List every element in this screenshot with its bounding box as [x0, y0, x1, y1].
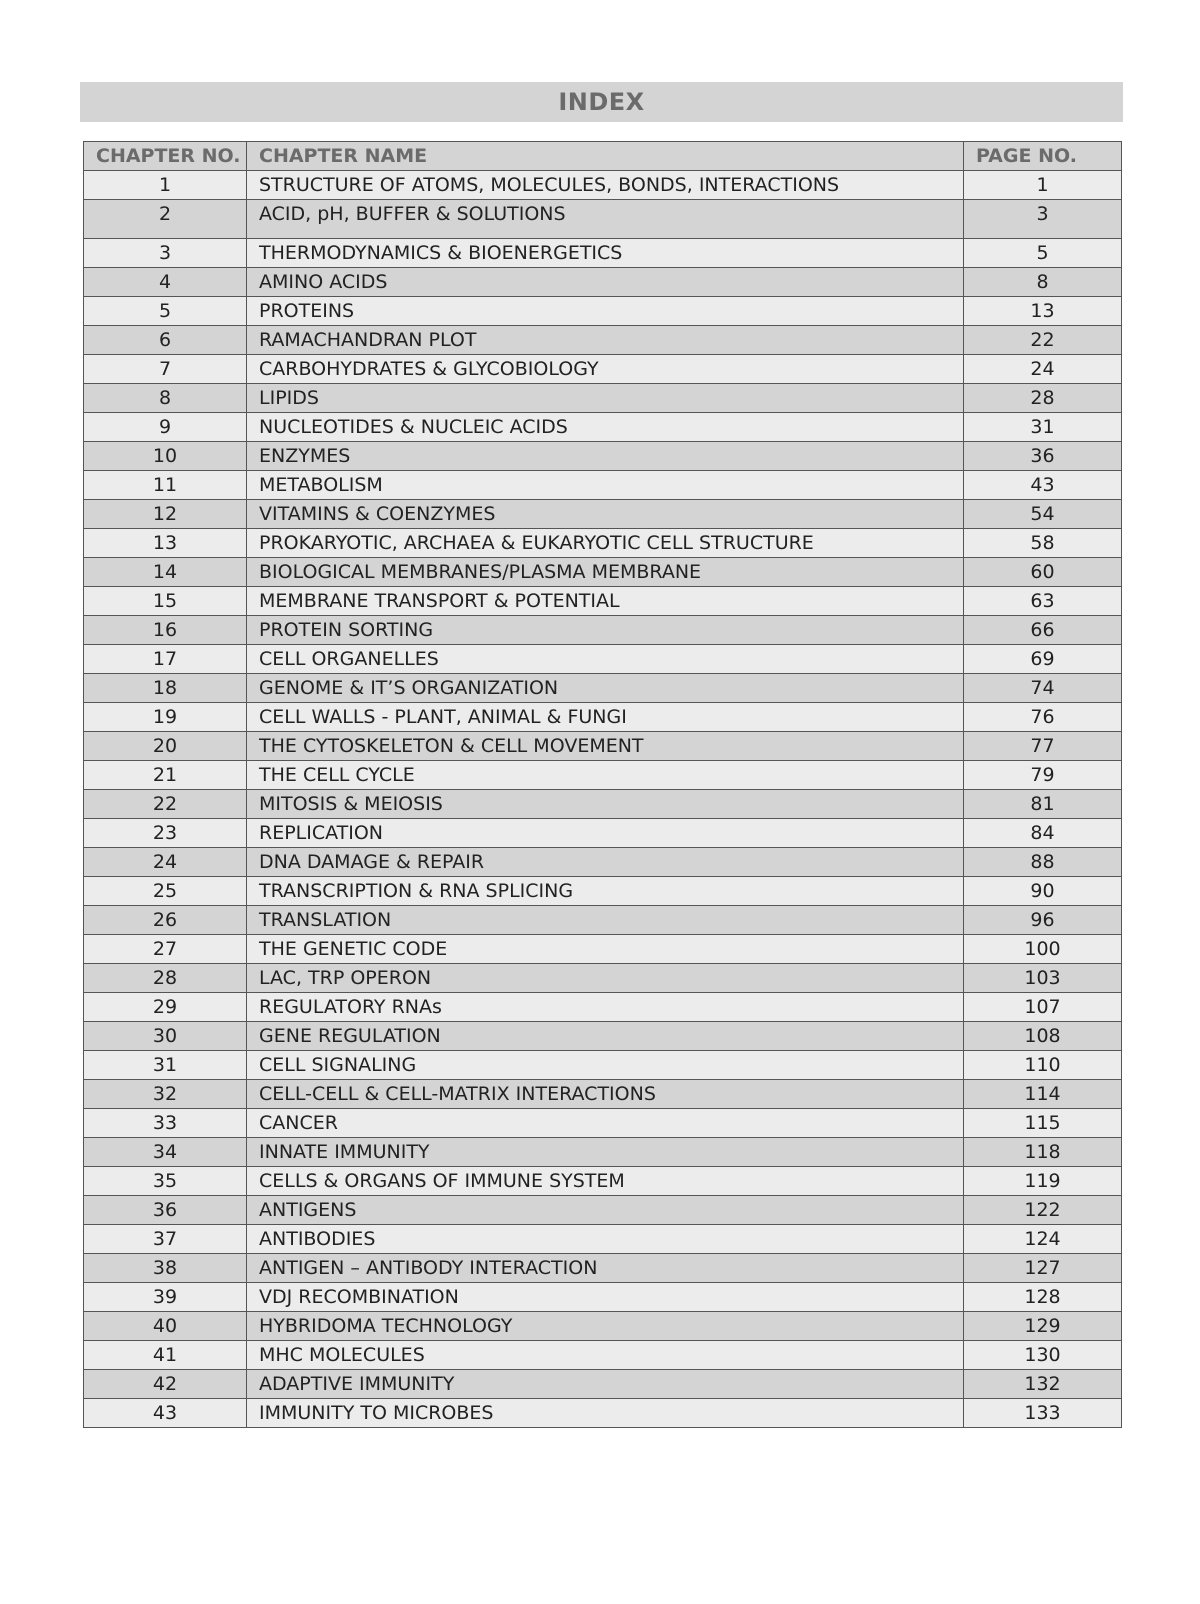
table-row — [84, 587, 1122, 616]
page-number-cell: 108 — [964, 1022, 1122, 1051]
table-row — [84, 1341, 1122, 1370]
chapter-number-cell: 40 — [84, 1312, 247, 1341]
chapter-name-cell: STRUCTURE OF ATOMS, MOLECULES, BONDS, INTERACTIONS — [247, 171, 964, 200]
chapter-name-cell: THE CYTOSKELETON & CELL MOVEMENT — [247, 732, 964, 761]
chapter-name-cell: IMMUNITY TO MICROBES — [247, 1399, 964, 1428]
table-header-row — [84, 142, 1122, 171]
chapter-number-cell: 1 — [84, 171, 247, 200]
page-number-cell: 103 — [964, 964, 1122, 993]
chapter-name-cell: CANCER — [247, 1109, 964, 1138]
chapter-name-cell: CELL SIGNALING — [247, 1051, 964, 1080]
page-number-cell: 132 — [964, 1370, 1122, 1399]
chapter-number-cell: 33 — [84, 1109, 247, 1138]
chapter-name-cell: CELLS & ORGANS OF IMMUNE SYSTEM — [247, 1167, 964, 1196]
chapter-number-cell: 5 — [84, 297, 247, 326]
table-row — [84, 471, 1122, 500]
table-row — [84, 906, 1122, 935]
chapter-name-cell: CELL-CELL & CELL-MATRIX INTERACTIONS — [247, 1080, 964, 1109]
table-row — [84, 674, 1122, 703]
chapter-name-cell: THE CELL CYCLE — [247, 761, 964, 790]
table-row — [84, 500, 1122, 529]
table-row — [84, 848, 1122, 877]
table-row — [84, 1370, 1122, 1399]
table-row — [84, 558, 1122, 587]
table-row — [84, 1138, 1122, 1167]
page-number-cell: 119 — [964, 1167, 1122, 1196]
page-number-cell: 128 — [964, 1283, 1122, 1312]
table-row — [84, 935, 1122, 964]
page-number-cell: 31 — [964, 413, 1122, 442]
page-number-cell: 81 — [964, 790, 1122, 819]
chapter-name-cell: INNATE IMMUNITY — [247, 1138, 964, 1167]
chapter-number-cell: 13 — [84, 529, 247, 558]
page-number-cell: 115 — [964, 1109, 1122, 1138]
chapter-number-cell: 42 — [84, 1370, 247, 1399]
table-row — [84, 1312, 1122, 1341]
chapter-name-cell: REGULATORY RNAs — [247, 993, 964, 1022]
page-number-cell: 96 — [964, 906, 1122, 935]
chapter-name-cell: GENE REGULATION — [247, 1022, 964, 1051]
table-row — [84, 239, 1122, 268]
page-number-cell: 36 — [964, 442, 1122, 471]
page-number-cell: 54 — [964, 500, 1122, 529]
table-row — [84, 384, 1122, 413]
page-number-cell: 8 — [964, 268, 1122, 297]
chapter-number-cell: 43 — [84, 1399, 247, 1428]
chapter-name-cell: HYBRIDOMA TECHNOLOGY — [247, 1312, 964, 1341]
chapter-number-cell: 10 — [84, 442, 247, 471]
chapter-number-cell: 30 — [84, 1022, 247, 1051]
chapter-number-cell: 14 — [84, 558, 247, 587]
chapter-name-cell: TRANSLATION — [247, 906, 964, 935]
page-number-cell: 129 — [964, 1312, 1122, 1341]
chapter-number-cell: 3 — [84, 239, 247, 268]
chapter-name-cell: ACID, pH, BUFFER & SOLUTIONS — [247, 200, 964, 239]
table-row — [84, 268, 1122, 297]
table-row — [84, 442, 1122, 471]
chapter-name-cell: GENOME & IT’S ORGANIZATION — [247, 674, 964, 703]
table-row — [84, 964, 1122, 993]
chapter-name-cell: LAC, TRP OPERON — [247, 964, 964, 993]
chapter-number-cell: 6 — [84, 326, 247, 355]
table-row — [84, 1196, 1122, 1225]
page-number-cell: 43 — [964, 471, 1122, 500]
page-number-cell: 22 — [964, 326, 1122, 355]
chapter-number-cell: 2 — [84, 200, 247, 239]
table-row — [84, 645, 1122, 674]
table-row — [84, 703, 1122, 732]
chapter-number-cell: 7 — [84, 355, 247, 384]
chapter-name-cell: CELL WALLS - PLANT, ANIMAL & FUNGI — [247, 703, 964, 732]
table-row — [84, 200, 1122, 239]
table-row — [84, 297, 1122, 326]
page-number-cell: 79 — [964, 761, 1122, 790]
header-chapter-name: CHAPTER NAME — [247, 142, 964, 171]
page-number-cell: 24 — [964, 355, 1122, 384]
page-number-cell: 77 — [964, 732, 1122, 761]
chapter-name-cell: ANTIGEN – ANTIBODY INTERACTION — [247, 1254, 964, 1283]
table-row — [84, 819, 1122, 848]
chapter-number-cell: 20 — [84, 732, 247, 761]
chapter-name-cell: VDJ RECOMBINATION — [247, 1283, 964, 1312]
page-number-cell: 58 — [964, 529, 1122, 558]
chapter-number-cell: 17 — [84, 645, 247, 674]
chapter-name-cell: MITOSIS & MEIOSIS — [247, 790, 964, 819]
table-body — [84, 171, 1122, 1428]
chapter-name-cell: THERMODYNAMICS & BIOENERGETICS — [247, 239, 964, 268]
chapter-name-cell: ANTIGENS — [247, 1196, 964, 1225]
table-row — [84, 1080, 1122, 1109]
page-number-cell: 133 — [964, 1399, 1122, 1428]
page-number-cell: 76 — [964, 703, 1122, 732]
chapter-number-cell: 16 — [84, 616, 247, 645]
chapter-number-cell: 9 — [84, 413, 247, 442]
chapter-name-cell: MEMBRANE TRANSPORT & POTENTIAL — [247, 587, 964, 616]
header-page-no: PAGE NO. — [964, 142, 1122, 171]
chapter-number-cell: 37 — [84, 1225, 247, 1254]
chapter-number-cell: 12 — [84, 500, 247, 529]
table-row — [84, 1283, 1122, 1312]
table-row — [84, 761, 1122, 790]
page-number-cell: 1 — [964, 171, 1122, 200]
page-number-cell: 88 — [964, 848, 1122, 877]
table-row — [84, 171, 1122, 200]
table-row — [84, 1051, 1122, 1080]
chapter-number-cell: 27 — [84, 935, 247, 964]
page-number-cell: 90 — [964, 877, 1122, 906]
chapter-name-cell: RAMACHANDRAN PLOT — [247, 326, 964, 355]
chapter-name-cell: CARBOHYDRATES & GLYCOBIOLOGY — [247, 355, 964, 384]
chapter-number-cell: 35 — [84, 1167, 247, 1196]
chapter-number-cell: 15 — [84, 587, 247, 616]
table-row — [84, 1225, 1122, 1254]
chapter-number-cell: 38 — [84, 1254, 247, 1283]
page-number-cell: 110 — [964, 1051, 1122, 1080]
table-row — [84, 1022, 1122, 1051]
chapter-name-cell: THE GENETIC CODE — [247, 935, 964, 964]
table-row — [84, 877, 1122, 906]
chapter-name-cell: REPLICATION — [247, 819, 964, 848]
chapter-name-cell: PROTEINS — [247, 297, 964, 326]
page-number-cell: 13 — [964, 297, 1122, 326]
index-table — [83, 141, 1122, 1428]
table-row — [84, 1254, 1122, 1283]
table-row — [84, 1399, 1122, 1428]
page-number-cell: 100 — [964, 935, 1122, 964]
table-row — [84, 326, 1122, 355]
table-row — [84, 1167, 1122, 1196]
chapter-name-cell: METABOLISM — [247, 471, 964, 500]
page-number-cell: 66 — [964, 616, 1122, 645]
chapter-name-cell: DNA DAMAGE & REPAIR — [247, 848, 964, 877]
chapter-number-cell: 28 — [84, 964, 247, 993]
table-row — [84, 355, 1122, 384]
chapter-number-cell: 21 — [84, 761, 247, 790]
chapter-name-cell: MHC MOLECULES — [247, 1341, 964, 1370]
chapter-number-cell: 18 — [84, 674, 247, 703]
chapter-number-cell: 32 — [84, 1080, 247, 1109]
page-number-cell: 63 — [964, 587, 1122, 616]
table-row — [84, 732, 1122, 761]
chapter-number-cell: 24 — [84, 848, 247, 877]
chapter-number-cell: 41 — [84, 1341, 247, 1370]
page-number-cell: 60 — [964, 558, 1122, 587]
header-chapter-no: CHAPTER NO. — [84, 142, 247, 171]
chapter-name-cell: CELL ORGANELLES — [247, 645, 964, 674]
chapter-number-cell: 36 — [84, 1196, 247, 1225]
chapter-name-cell: PROTEIN SORTING — [247, 616, 964, 645]
chapter-name-cell: PROKARYOTIC, ARCHAEA & EUKARYOTIC CELL STRUCTURE — [247, 529, 964, 558]
chapter-number-cell: 34 — [84, 1138, 247, 1167]
chapter-number-cell: 26 — [84, 906, 247, 935]
chapter-name-cell: VITAMINS & COENZYMES — [247, 500, 964, 529]
chapter-name-cell: NUCLEOTIDES & NUCLEIC ACIDS — [247, 413, 964, 442]
chapter-name-cell: ANTIBODIES — [247, 1225, 964, 1254]
table-row — [84, 616, 1122, 645]
chapter-number-cell: 25 — [84, 877, 247, 906]
chapter-number-cell: 19 — [84, 703, 247, 732]
chapter-name-cell: TRANSCRIPTION & RNA SPLICING — [247, 877, 964, 906]
chapter-name-cell: AMINO ACIDS — [247, 268, 964, 297]
chapter-number-cell: 22 — [84, 790, 247, 819]
chapter-number-cell: 29 — [84, 993, 247, 1022]
chapter-number-cell: 31 — [84, 1051, 247, 1080]
page-number-cell: 114 — [964, 1080, 1122, 1109]
page-number-cell: 124 — [964, 1225, 1122, 1254]
table-row — [84, 413, 1122, 442]
index-title-bar — [80, 82, 1123, 122]
page-number-cell: 5 — [964, 239, 1122, 268]
chapter-number-cell: 8 — [84, 384, 247, 413]
chapter-number-cell: 11 — [84, 471, 247, 500]
page-title: INDEX — [558, 88, 645, 116]
page-number-cell: 127 — [964, 1254, 1122, 1283]
table-row — [84, 529, 1122, 558]
chapter-name-cell: LIPIDS — [247, 384, 964, 413]
table-row — [84, 790, 1122, 819]
page-number-cell: 122 — [964, 1196, 1122, 1225]
page-number-cell: 28 — [964, 384, 1122, 413]
page-number-cell: 118 — [964, 1138, 1122, 1167]
table-row — [84, 993, 1122, 1022]
chapter-name-cell: BIOLOGICAL MEMBRANES/PLASMA MEMBRANE — [247, 558, 964, 587]
page-number-cell: 84 — [964, 819, 1122, 848]
page-number-cell: 69 — [964, 645, 1122, 674]
page-number-cell: 3 — [964, 200, 1122, 239]
chapter-number-cell: 4 — [84, 268, 247, 297]
page-number-cell: 74 — [964, 674, 1122, 703]
table-row — [84, 1109, 1122, 1138]
chapter-number-cell: 23 — [84, 819, 247, 848]
chapter-name-cell: ENZYMES — [247, 442, 964, 471]
chapter-name-cell: ADAPTIVE IMMUNITY — [247, 1370, 964, 1399]
page-number-cell: 107 — [964, 993, 1122, 1022]
page-number-cell: 130 — [964, 1341, 1122, 1370]
chapter-number-cell: 39 — [84, 1283, 247, 1312]
